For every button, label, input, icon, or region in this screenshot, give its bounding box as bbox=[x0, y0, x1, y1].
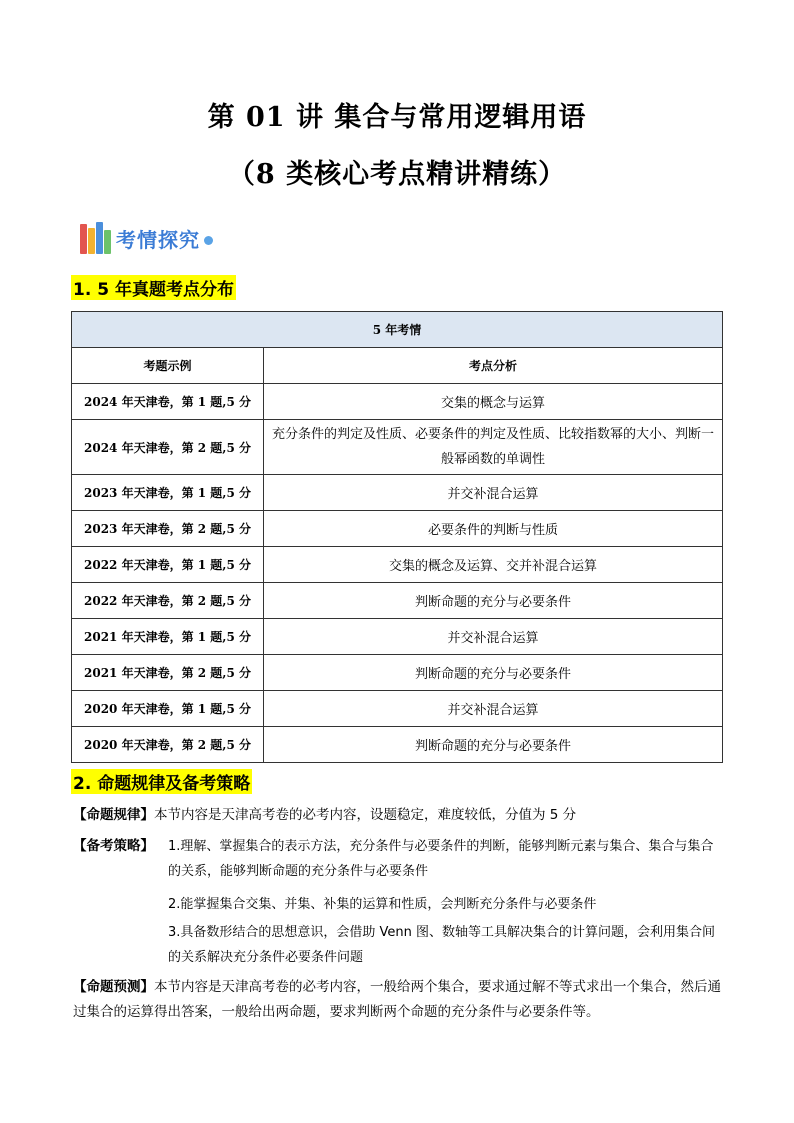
year-cell: 2023 年天津卷，第 2 题,5 分 bbox=[72, 511, 264, 547]
predict-label: 【命题预测】 bbox=[73, 979, 154, 995]
analysis-cell: 交集的概念及运算、交并补混合运算 bbox=[264, 547, 723, 583]
analysis-cell: 并交补混合运算 bbox=[264, 691, 723, 727]
strategy-label: 【备考策略】 bbox=[73, 838, 154, 854]
rule-paragraph bbox=[73, 803, 723, 828]
table-row bbox=[72, 691, 723, 727]
table-row bbox=[72, 547, 723, 583]
strategy-item-2: 2.能掌握集合交集、并集、补集的运算和性质，会判断充分条件与必要条件 bbox=[168, 897, 597, 912]
table-row bbox=[72, 384, 723, 420]
strategy-item-3: 3.具备数形结合的思想意识，会借助 Venn 图、数轴等工具解决集合的计算问题，会利用集合间的关系解决充分条件必要条件问题 bbox=[168, 925, 716, 965]
predict-paragraph bbox=[73, 975, 723, 1025]
table-row bbox=[72, 475, 723, 511]
analysis-cell: 并交补混合运算 bbox=[264, 619, 723, 655]
strategy-item-1: 1.理解、掌握集合的表示方法，充分条件与必要条件的判断，能够判断元素与集合、集合与集合的关系，能够判断命题的充分条件与必要条件 bbox=[168, 839, 714, 879]
table-caption: 5 年考情 bbox=[72, 312, 723, 348]
rule-label: 【命题规律】 bbox=[73, 807, 154, 823]
rule-text: 本节内容是天津高考卷的必考内容，设题稳定，难度较低，分值为 5 分 bbox=[154, 807, 577, 823]
column-header-example: 考题示例 bbox=[72, 348, 264, 384]
section-heading-2: 2. 命题规律及备考策略 bbox=[71, 769, 252, 794]
table-row bbox=[72, 583, 723, 619]
analysis-cell: 充分条件的判定及性质、必要条件的判定及性质、比较指数幂的大小、判断一般幂函数的单调性 bbox=[264, 420, 723, 475]
analysis-cell: 必要条件的判断与性质 bbox=[264, 511, 723, 547]
year-cell: 2021 年天津卷，第 1 题,5 分 bbox=[72, 619, 264, 655]
analysis-cell: 交集的概念与运算 bbox=[264, 384, 723, 420]
section-heading-1: 1. 5 年真题考点分布 bbox=[71, 275, 236, 300]
dot-icon bbox=[204, 236, 213, 245]
table-row bbox=[72, 619, 723, 655]
year-cell: 2023 年天津卷，第 1 题,5 分 bbox=[72, 475, 264, 511]
table-row bbox=[72, 511, 723, 547]
analysis-cell: 并交补混合运算 bbox=[264, 475, 723, 511]
table-row bbox=[72, 420, 723, 475]
year-cell: 2024 年天津卷，第 2 题,5 分 bbox=[72, 420, 264, 475]
page-subtitle: （8 类核心考点精讲精练） bbox=[227, 159, 567, 190]
analysis-cell: 判断命题的充分与必要条件 bbox=[264, 727, 723, 763]
year-cell: 2022 年天津卷，第 2 题,5 分 bbox=[72, 583, 264, 619]
year-cell: 2020 年天津卷，第 1 题,5 分 bbox=[72, 691, 264, 727]
table-row bbox=[72, 655, 723, 691]
page-title: 第 01 讲 集合与常用逻辑用语 bbox=[207, 102, 587, 133]
year-cell: 2024 年天津卷，第 1 题,5 分 bbox=[72, 384, 264, 420]
year-cell: 2022 年天津卷，第 1 题,5 分 bbox=[72, 547, 264, 583]
banner-label: 考情探究 bbox=[116, 227, 200, 252]
table-row bbox=[72, 727, 723, 763]
analysis-cell: 判断命题的充分与必要条件 bbox=[264, 583, 723, 619]
column-header-analysis: 考点分析 bbox=[264, 348, 723, 384]
predict-text: 本节内容是天津高考卷的必考内容，一般给两个集合，要求通过解不等式求出一个集合，然后通过集合的运算得出答案，一般给出两命题，要求判断两个命题的充分条件与必要条件等。 bbox=[73, 979, 721, 1020]
year-cell: 2020 年天津卷，第 2 题,5 分 bbox=[72, 727, 264, 763]
year-cell: 2021 年天津卷，第 2 题,5 分 bbox=[72, 655, 264, 691]
strategy-label-block bbox=[73, 834, 168, 859]
books-icon bbox=[80, 222, 112, 254]
exam-table bbox=[71, 311, 723, 763]
section-banner bbox=[80, 220, 213, 256]
analysis-cell: 判断命题的充分与必要条件 bbox=[264, 655, 723, 691]
